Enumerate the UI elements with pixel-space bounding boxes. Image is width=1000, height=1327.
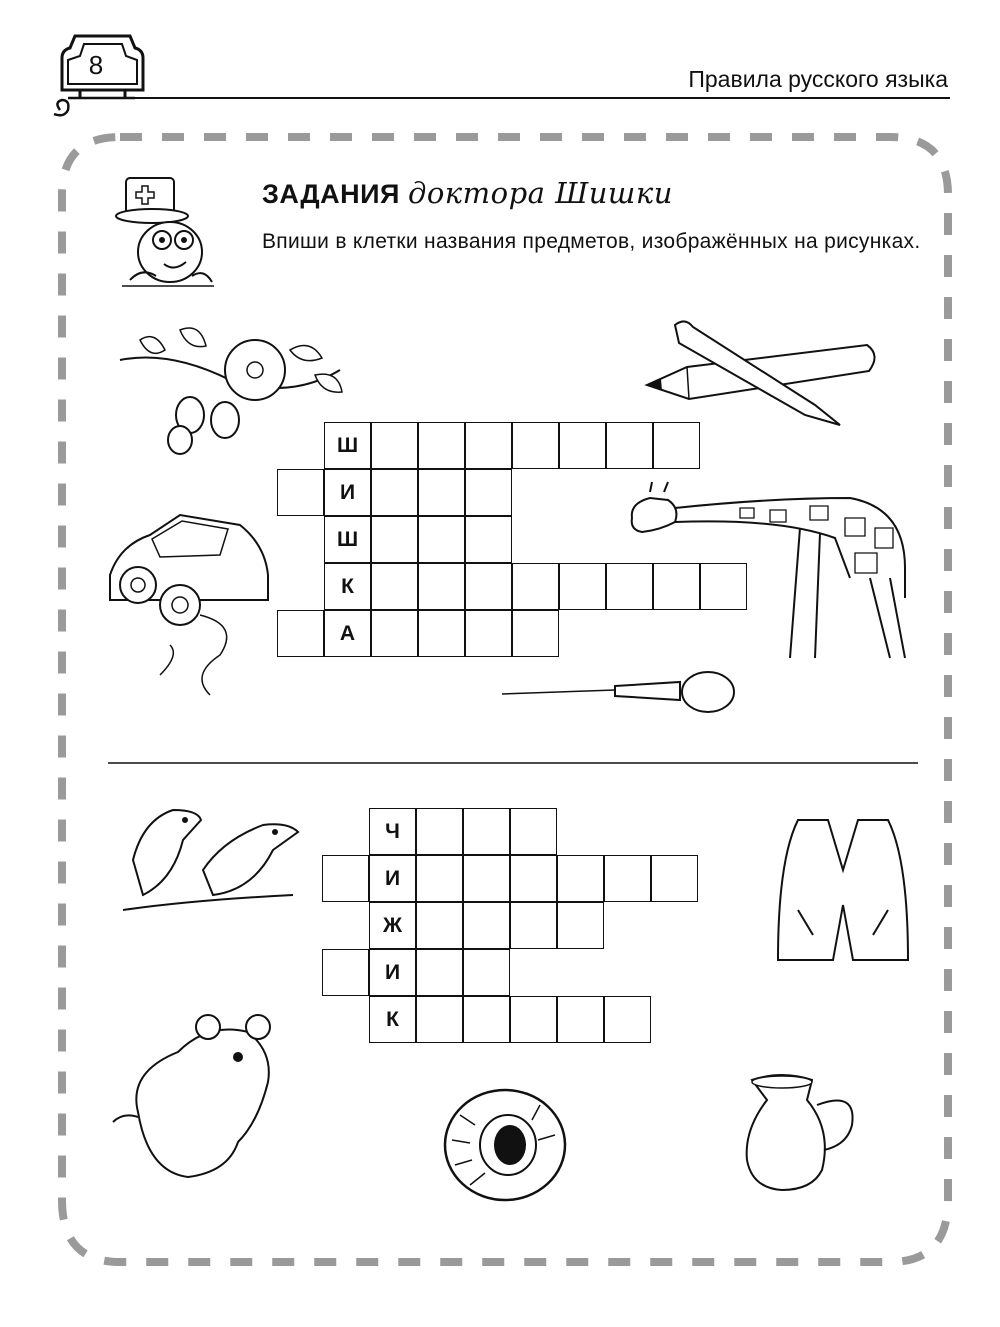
crossword-cell[interactable] <box>512 422 559 469</box>
crossword-bottom-key-cell[interactable]: Ж <box>369 902 416 949</box>
crossword-cell[interactable] <box>700 563 747 610</box>
awl-icon <box>500 672 740 722</box>
crossword-cell[interactable] <box>559 563 606 610</box>
crossword-top-key-cell[interactable]: Ш <box>324 516 371 563</box>
birds-icon <box>103 800 303 930</box>
crossword-cell[interactable] <box>606 422 653 469</box>
crossword-bottom-key-cell[interactable]: Ч <box>369 808 416 855</box>
crossword-cell[interactable] <box>653 563 700 610</box>
rosehip-icon <box>110 320 350 460</box>
crossword-cell[interactable] <box>371 563 418 610</box>
crossword-bottom-key-cell[interactable]: И <box>369 949 416 996</box>
crossword-cell[interactable] <box>371 610 418 657</box>
crossword-cell[interactable] <box>559 422 606 469</box>
crossword-cell[interactable] <box>510 996 557 1043</box>
crossword-cell[interactable] <box>512 563 559 610</box>
tire-icon <box>440 1085 570 1205</box>
crossword-cell[interactable] <box>322 855 369 902</box>
crossword-cell[interactable] <box>465 563 512 610</box>
crossword-top-key-cell[interactable]: Ш <box>324 422 371 469</box>
crossword-cell[interactable] <box>371 469 418 516</box>
crossword-cell[interactable] <box>465 610 512 657</box>
crossword-bottom-key-cell[interactable]: И <box>369 855 416 902</box>
crossword-cell[interactable] <box>651 855 698 902</box>
crossword-cell[interactable] <box>416 902 463 949</box>
crossword-cell[interactable] <box>416 855 463 902</box>
crossword-cell[interactable] <box>418 516 465 563</box>
crossword-cell[interactable] <box>371 422 418 469</box>
crossword-cell[interactable] <box>465 469 512 516</box>
pencil-icon <box>645 315 885 435</box>
crossword-cell[interactable] <box>463 808 510 855</box>
crossword-cell[interactable] <box>416 996 463 1043</box>
crossword-cell[interactable] <box>465 422 512 469</box>
crossword-top-key-cell[interactable]: И <box>324 469 371 516</box>
crossword-cell[interactable] <box>322 949 369 996</box>
crossword-cell[interactable] <box>416 949 463 996</box>
crossword-cell[interactable] <box>463 855 510 902</box>
crossword-cell[interactable] <box>653 422 700 469</box>
crossword-cell[interactable] <box>277 469 324 516</box>
car-icon <box>100 505 280 705</box>
task-title-script: доктора Шишки <box>407 176 673 210</box>
crossword-cell[interactable] <box>604 855 651 902</box>
crossword-cell[interactable] <box>510 855 557 902</box>
hamster-icon <box>108 1012 298 1192</box>
crossword-cell[interactable] <box>604 996 651 1043</box>
crossword-cell[interactable] <box>465 516 512 563</box>
vest-icon <box>768 810 918 970</box>
jug-icon <box>742 1070 862 1200</box>
crossword-cell[interactable] <box>557 855 604 902</box>
crossword-cell[interactable] <box>510 808 557 855</box>
crossword-cell[interactable] <box>418 469 465 516</box>
header-title: Правила русского языка <box>688 66 948 92</box>
crossword-cell[interactable] <box>463 996 510 1043</box>
crossword-cell[interactable] <box>512 610 559 657</box>
crossword-cell[interactable] <box>463 949 510 996</box>
crossword-cell[interactable] <box>418 610 465 657</box>
crossword-cell[interactable] <box>277 610 324 657</box>
crossword-top-key-cell[interactable]: К <box>324 563 371 610</box>
crossword-cell[interactable] <box>510 902 557 949</box>
crossword-cell[interactable] <box>557 996 604 1043</box>
page-number: 8 <box>88 50 104 80</box>
crossword-cell[interactable] <box>418 422 465 469</box>
doctor-icon <box>112 172 222 292</box>
crossword-cell[interactable] <box>606 563 653 610</box>
task-title-bold: ЗАДАНИЯ <box>262 179 400 209</box>
crossword-bottom-key-cell[interactable]: К <box>369 996 416 1043</box>
crossword-top-key-cell[interactable]: А <box>324 610 371 657</box>
task-title <box>262 176 673 210</box>
task-instructions: Впиши в клетки названия предметов, изображённых на рисунках. <box>262 230 921 253</box>
crossword-cell[interactable] <box>416 808 463 855</box>
crossword-cell[interactable] <box>557 902 604 949</box>
crossword-cell[interactable] <box>463 902 510 949</box>
crossword-cell[interactable] <box>371 516 418 563</box>
crossword-cell[interactable] <box>418 563 465 610</box>
